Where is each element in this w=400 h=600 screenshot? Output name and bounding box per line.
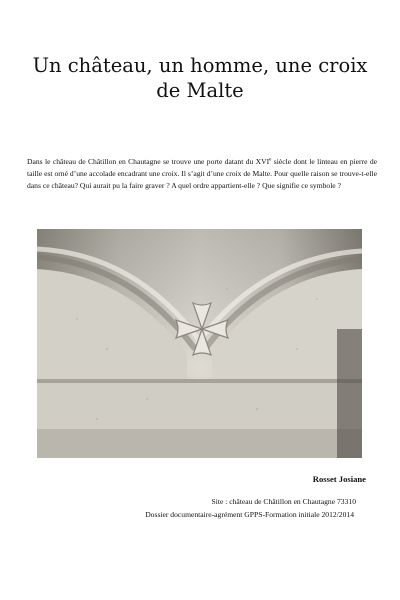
document-title: Un château, un homme, une croix de Malte [32,54,368,103]
dossier-line: Dossier documentaire-agrément GPPS-Formation initiale 2012/2014 [145,510,354,519]
century-superscript: e [269,157,272,163]
intro-text-end: siècle dont le linteau en pierre de taille est orné d’une accolade encadrant une croix. Il s’agit d’une croix de Malte. Pour quelle raison se trouve-t-elle dans ce château? Qui aurait pu la faire graver ? A quel ordre appartient-elle ? Que signifie ce symbole ? [27,156,378,191]
site-line: Site : château de Châtillon en Chautagne 73310 [211,497,356,506]
intro-paragraph [27,156,377,193]
maltese-cross-photo [37,229,362,458]
author-name: Rosset Josiane [312,474,366,484]
intro-text-start: Dans le château de Châtillon en Chautagne se trouve une porte datant du XVI [27,156,270,166]
